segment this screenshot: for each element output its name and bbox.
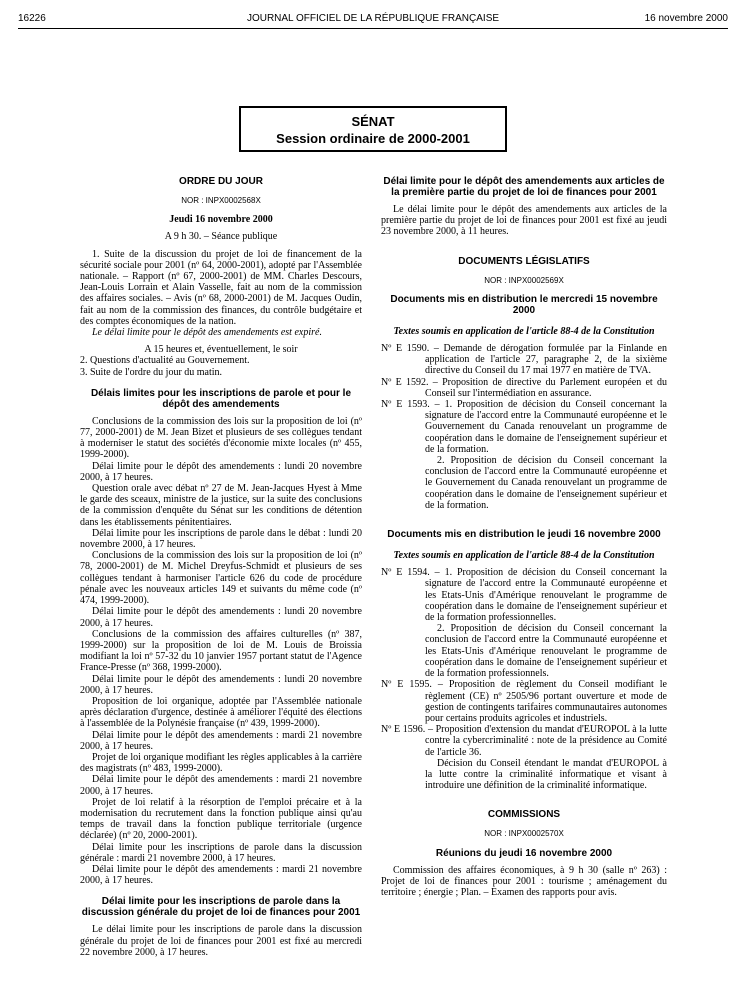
textes-subheading: Textes soumis en application de l'article 88-4 de la Constitution bbox=[393, 325, 655, 337]
header-rule bbox=[18, 28, 728, 29]
paragraph: Question orale avec débat nº 27 de M. Jean-Jacques Hyest à Mme le garde des sceaux, ministre de la justice, sur la suite des conclusions de la commission d'enquête du Sénat sur les conditions de détention dans les établissements pénitentiaires. bbox=[80, 483, 362, 528]
reunions-heading: Réunions du jeudi 16 novembre 2000 bbox=[435, 847, 613, 859]
document-entry: Nº E 1595. – Proposition de règlement du Conseil modifiant le règlement (CE) nº 2505/96 portant ouverture et mode de gestion de contingents tarifaires communautaires autonomes pour certains produits agricoles et industriels. bbox=[381, 679, 667, 724]
expire-note: Le délai limite pour le dépôt des amendements est expiré. bbox=[92, 327, 322, 339]
deadline: Délai limite pour le dépôt des amendements : mardi 21 novembre 2000, à 17 heures. bbox=[80, 774, 362, 797]
delai-amendements-heading: Délai limite pour le dépôt des amendements aux articles de la première partie du projet de loi de finances pour 2001 bbox=[383, 176, 665, 198]
deadline: Délai limite pour le dépôt des amendements : lundi 20 novembre 2000, à 17 heures. bbox=[80, 460, 362, 483]
document-entry: Nº E 1593. – 1. Proposition de décision du Conseil concernant la signature de l'accord entre la Communauté européenne et le Gouvernement du Canada renouvelant un programme de coopération dans le domaine de l'enseignement supérieur et de la formation. bbox=[381, 399, 667, 455]
paragraph: Le délai limite pour les inscriptions de parole dans la discussion générale du projet de loi de finances pour 2001 est fixé au mercredi 22 novembre 2000, à 17 heures. bbox=[80, 924, 362, 958]
nor-code: NOR : INPX0002569X bbox=[484, 275, 564, 285]
deadline: Délai limite pour les inscriptions de parole dans le débat : lundi 20 novembre 2000, à 17 heures. bbox=[80, 527, 362, 551]
document-entry: Décision du Conseil étendant le mandat d'EUROPOL à la lutte contre la criminalité informatique et visant à introduire une définition de la criminalité informatique. bbox=[425, 757, 667, 792]
seance-time: A 9 h 30. – Séance publique bbox=[164, 231, 278, 243]
deadline: Délai limite pour le dépôt des amendements : mardi 21 novembre 2000, à 17 heures. bbox=[80, 729, 362, 752]
deadline: Délai limite pour le dépôt des amendements : lundi 20 novembre 2000, à 17 heures. bbox=[80, 606, 362, 629]
page-header bbox=[18, 13, 728, 29]
documents-legislatifs-heading: DOCUMENTS LÉGISLATIFS bbox=[458, 255, 590, 267]
distribution-heading: Documents mis en distribution le jeudi 16 novembre 2000 bbox=[387, 529, 661, 541]
distribution-heading: Documents mis en distribution le mercredi 15 novembre 2000 bbox=[390, 293, 658, 316]
ordre-du-jour-heading: ORDRE DU JOUR bbox=[179, 176, 263, 187]
textes-subheading: Textes soumis en application de l'article 88-4 de la Constitution bbox=[393, 550, 655, 562]
document-entry: Nº E 1590. – Demande de dérogation formulée par la Finlande en application de l'article 27, paragraphe 2, de la sixième directive du Conseil du 17 mai 1977 en matière de TVA. bbox=[381, 343, 667, 377]
agenda-item-2: 2. Questions d'actualité au Gouvernement. bbox=[80, 355, 250, 367]
banner-title: SÉNAT bbox=[351, 114, 395, 129]
deadline: Délai limite pour les inscriptions de parole dans la discussion générale : mardi 21 novembre 2000, à 17 heures. bbox=[80, 841, 362, 864]
afternoon-session: A 15 heures et, éventuellement, le soir bbox=[144, 344, 298, 356]
banner-session: Session ordinaire de 2000-2001 bbox=[276, 131, 470, 146]
left-column bbox=[80, 176, 362, 958]
deadline: Délai limite pour le dépôt des amendements : lundi 20 novembre 2000, à 17 heures. bbox=[80, 673, 362, 696]
commissions-heading: COMMISSIONS bbox=[487, 809, 561, 821]
paragraph: Le délai limite pour le dépôt des amendements aux articles de la première partie du projet de loi de finances pour 2001 est fixé au jeudi 23 novembre 2000, à 11 heures. bbox=[381, 204, 667, 238]
deadline: Délai limite pour le dépôt des amendements : mardi 21 novembre 2000, à 17 heures. bbox=[80, 863, 362, 887]
session-date: Jeudi 16 novembre 2000 bbox=[169, 214, 273, 226]
agenda-item-3: 3. Suite de l'ordre du jour du matin. bbox=[80, 366, 223, 378]
document-entry: Nº E 1592. – Proposition de directive du Parlement européen et du Conseil sur l'intermédiation en assurance. bbox=[381, 376, 667, 399]
agenda-item-1: 1. Suite de la discussion du projet de loi de financement de la sécurité sociale pour 2001 (nº 64, 2000-2001), adopté par l'Assemblée nationale. – Rapport (nº 67, 2000-2001) de MM. Charles Descours, Jean-Louis Lorrain et Alain Vasselle, fait au nom de la commission des affaires sociales. – Avis (nº 68, 2000-2001) de M. Jacques Oudin, fait au nom de la commission des finances, du contrôle budgétaire et des comptes économiques de la nation. bbox=[80, 248, 362, 327]
right-column bbox=[381, 176, 667, 898]
issue-date: 16 novembre 2000 bbox=[644, 13, 728, 24]
paragraph: Projet de loi relatif à la résorption de l'emploi précaire et à la modernisation du recrutement dans la fonction publique ainsi qu'au temps de travail dans la fonction publique territoriale (urgence déclarée) (nº 20, 2000-2001). bbox=[80, 796, 362, 842]
document-entry: 2. Proposition de décision du Conseil concernant la conclusion de l'accord entre la Communauté européenne et les Etats-Unis d'Amérique renouvelant le programme de coopération dans le domaine de l'enseignement supérieur et de la formation professionnels. bbox=[425, 623, 667, 680]
delai-finances-heading: Délai limite pour les inscriptions de parole dans la discussion générale du projet de loi de finances pour 2001 bbox=[81, 896, 361, 919]
paragraph: Conclusions de la commission des lois sur la proposition de loi (nº 78, 2000-2001) de M. Michel Dreyfus-Schmidt et plusieurs de ses collègues tendant à harmoniser l'article 626 du code de procédure pénale avec les nouveaux articles 149 et suivants du même code (nº 474, 1999-2000). bbox=[80, 550, 362, 607]
document-entry: Nº E 1596. – Proposition d'extension du mandat d'EUROPOL à la lutte contre la cybercriminalité : note de la présidence au Comité de l'article 36. bbox=[381, 724, 667, 758]
senat-banner bbox=[239, 106, 507, 152]
nor-code: NOR : INPX0002568X bbox=[181, 196, 261, 205]
document-entry: Nº E 1594. – 1. Proposition de décision du Conseil concernant la signature de l'accord entre la Communauté européenne et les Etats-Unis d'Amérique renouvelant le programme de coopération dans le domaine de l'enseignement supérieur et de la formation professionnelles. bbox=[381, 567, 667, 624]
paragraph: Projet de loi organique modifiant les règles applicables à la carrière des magistrats (nº 483, 1999-2000). bbox=[80, 751, 362, 775]
paragraph: Conclusions de la commission des lois sur la proposition de loi (nº 77, 2000-2001) de M. Jean Bizet et plusieurs de ses collègues tendant à moderniser le statut des sociétés d'économie mixte locales (nº 455, 1999-2000). bbox=[80, 415, 362, 461]
paragraph: Conclusions de la commission des affaires culturelles (nº 387, 1999-2000) sur la proposition de loi de M. Louis de Broissia modifiant la loi nº 57-32 du 10 janvier 1957 portant statut de l'Agence France-Presse (nº 368, 1999-2000). bbox=[80, 628, 362, 674]
document-entry: 2. Proposition de décision du Conseil concernant la conclusion de l'accord entre la Communauté européenne et le Gouvernement du Canada renouvelant un programme de coopération dans le domaine de l'enseignement supérieur et de la formation. bbox=[425, 455, 667, 511]
journal-title: JOURNAL OFFICIEL DE LA RÉPUBLIQUE FRANÇAISE bbox=[246, 13, 500, 24]
paragraph: Proposition de loi organique, adoptée par l'Assemblée nationale après déclaration d'urgence, destinée à améliorer l'équité des élections à l'assemblée de la Polynésie française (nº 439, 1999-2000). bbox=[80, 695, 362, 730]
nor-code: NOR : INPX0002570X bbox=[484, 829, 564, 839]
commission-entry: Commission des affaires économiques, à 9 h 30 (salle nº 263) : Projet de loi de finances pour 2001 : tourisme ; aménagement du territoire ; énergie ; Plan. – Examen des rapports pour avis. bbox=[381, 864, 667, 898]
delais-heading: Délais limites pour les inscriptions de parole et pour le dépôt des amendements bbox=[90, 387, 352, 410]
page-number: 16226 bbox=[18, 13, 46, 24]
